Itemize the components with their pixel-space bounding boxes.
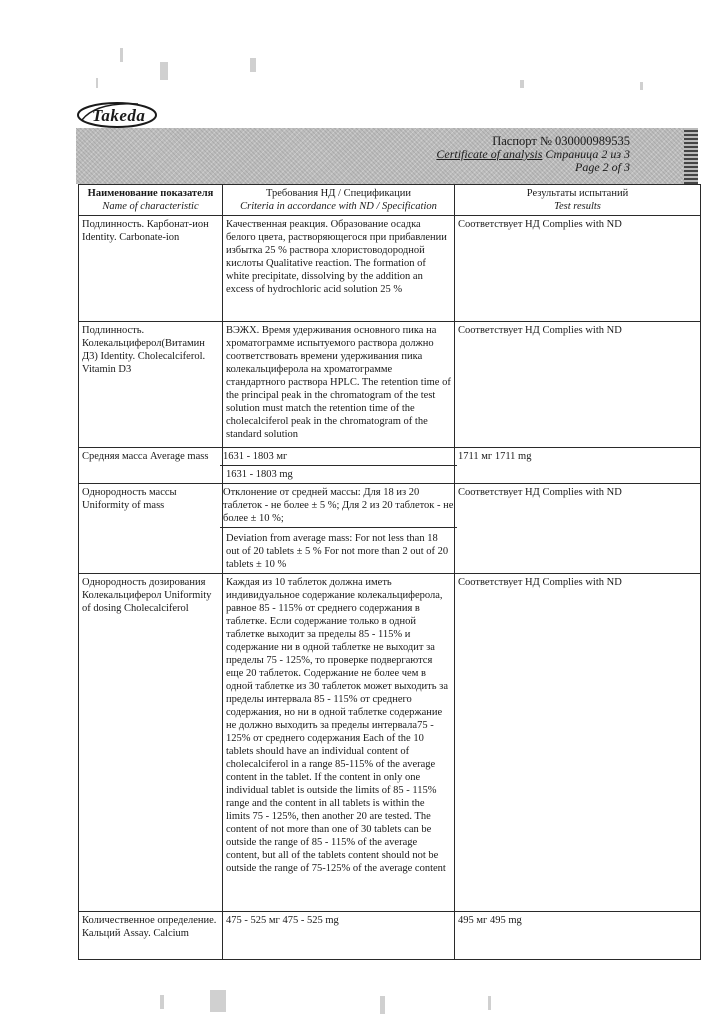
table-row	[79, 484, 701, 574]
result-cell	[455, 216, 701, 322]
spec-en: 1631 - 1803 mg	[226, 469, 293, 480]
col-header-results: Результаты испытаний Test results	[455, 185, 701, 216]
spec-cell	[223, 322, 455, 448]
characteristic-ru: Средняя масса	[82, 451, 148, 462]
result-cell	[455, 484, 701, 574]
result-ru: Соответствует НД	[458, 487, 540, 498]
spec-cell	[223, 484, 455, 574]
characteristic-ru: Подлинность. Карбонат-ион	[82, 219, 209, 230]
characteristic-ru: Однородность дозирования Колекальциферол	[82, 577, 206, 601]
spec-ru: Отклонение от средней массы: Для 18 из 20 таблеток - не более ± 5 %; Для 2 из 20 таблеток - не более ± 10 %;	[223, 487, 454, 524]
result-ru: Соответствует НД	[458, 325, 540, 336]
spec-cell	[223, 912, 455, 960]
page-en: Page 2 of 3	[575, 160, 630, 174]
characteristic-en: Uniformity of mass	[82, 500, 165, 511]
characteristic-cell	[79, 322, 223, 448]
characteristic-en: Identity. Cholecalciferol. Vitamin D3	[82, 351, 206, 375]
result-en: Complies with ND	[542, 487, 622, 498]
result-en: Complies with ND	[542, 325, 622, 336]
characteristic-en: Assay. Calcium	[123, 928, 189, 939]
col-header-characteristic: Наименование показателя Name of characteristic	[79, 185, 223, 216]
result-cell	[455, 912, 701, 960]
characteristic-cell	[79, 448, 223, 484]
spec-en: 475 - 525 mg	[282, 915, 339, 926]
page-ru: Страница 2 из 3	[545, 147, 630, 161]
table-header-row	[79, 185, 701, 216]
spec-ru: 1631 - 1803 мг	[223, 451, 288, 462]
spec-ru: Каждая из 10 таблеток должна иметь индивидуальное содержание колекальциферола, равное 85 - 115% от среднего содержания в таблетке. Если содержание только в одной таблетке выходит за пределы 85 - 115% и содержание ни в одной таблетке не выходит за пределы 75 - 125%, то проверке подвергаются еще 20 таблеток. Содержание не более чем в одной таблетке из 30 таблеток может выходить за пределы интервала 85 - 115% от среднего содержания, но ни в одной таблетке содержание не должно выходить за пределы интервала75 - 125% от среднего содержания	[226, 577, 448, 744]
table-row	[79, 574, 701, 912]
spec-en: Deviation from average mass: For not less than 18 out of 20 tablets ± 5 % For not more than 2 out of 20 tablets ± 10 %	[226, 533, 449, 570]
spec-ru: Качественная реакция. Образование осадка белого цвета, растворяющегося при прибавлении избытка 25 % раствора хлористоводородной кислоты	[226, 219, 447, 269]
scan-speck	[160, 995, 164, 1009]
characteristic-cell	[79, 574, 223, 912]
passport-number: Паспорт № 030000989535	[492, 134, 630, 148]
certificate-en: Certificate of analysis	[436, 147, 543, 161]
spec-ru: ВЭЖХ. Время удерживания основного пика на хроматограмме испытуемого раствора должно соответствовать времени удерживания пика колекальциферола на хроматограмме стандартного раствора	[226, 325, 437, 388]
spec-cell	[223, 216, 455, 322]
scan-speck	[250, 58, 256, 72]
certificate-header	[76, 128, 690, 184]
characteristic-ru: Подлинность. Колекальциферол(Витамин Д3)	[82, 325, 205, 362]
table-row	[79, 216, 701, 322]
scan-speck	[120, 48, 123, 62]
result-cell	[455, 574, 701, 912]
characteristic-ru: Количественное определение. Кальций	[82, 915, 217, 939]
spec-en: Each of the 10 tablets should have an individual content of cholecalciferol in a range 85-115% of the average content in the tablet. If the content in only one individual tablet is outside the limits of 85 - 115% range and the content in all tablets is within the limits 75 - 125%, then another 20 are tested. The content of not more than one of 30 tablets can be outside the range of 85 - 115% of the average content, but all of the tablets content should not be outside the range of 75-125% of the average content	[226, 733, 446, 874]
characteristic-en: Uniformity of dosing Cholecalciferol	[82, 590, 212, 614]
specification-table	[78, 184, 701, 960]
scan-speck	[520, 80, 524, 88]
scan-edge-mark	[684, 128, 698, 184]
characteristic-en: Identity. Carbonate-ion	[82, 232, 180, 243]
characteristic-cell	[79, 216, 223, 322]
col-header-specification: Требования НД / Спецификации Criteria in accordance with ND / Specification	[223, 185, 455, 216]
characteristic-ru: Однородность массы	[82, 487, 177, 498]
result-en: 1711 mg	[494, 451, 532, 462]
characteristic-cell	[79, 912, 223, 960]
scan-speck	[488, 996, 491, 1010]
scan-speck	[640, 82, 643, 90]
result-ru: Соответствует НД	[458, 219, 540, 230]
result-cell	[455, 322, 701, 448]
result-cell	[455, 448, 701, 484]
table-row	[79, 912, 701, 960]
result-en: 495 mg	[489, 915, 522, 926]
result-ru: 1711 мг	[458, 451, 493, 462]
takeda-logo	[76, 100, 158, 130]
result-ru: 495 мг	[458, 915, 488, 926]
table-row	[79, 322, 701, 448]
scan-speck	[210, 990, 226, 1012]
characteristic-cell	[79, 484, 223, 574]
spec-en: Qualitative reaction. The formation of white precipitate, dissolving by the addition an excess of hydrochloric acid solution 25 %	[226, 258, 426, 295]
scan-speck	[96, 78, 98, 88]
scan-speck	[160, 62, 168, 80]
logo-text: Takeda	[92, 106, 146, 125]
spec-cell	[223, 448, 455, 484]
scan-speck	[380, 996, 385, 1014]
result-en: Complies with ND	[542, 219, 622, 230]
characteristic-en: Average mass	[150, 451, 209, 462]
spec-en: HPLC. The retention time of the principal peak in the chromatogram of the test solution must match the retention time of the cholecalciferol peak in the chromatogram of the standard solution	[226, 377, 451, 440]
result-ru: Соответствует НД	[458, 577, 540, 588]
table-row	[79, 448, 701, 484]
spec-cell	[223, 574, 455, 912]
result-en: Complies with ND	[542, 577, 622, 588]
spec-ru: 475 - 525 мг	[226, 915, 280, 926]
